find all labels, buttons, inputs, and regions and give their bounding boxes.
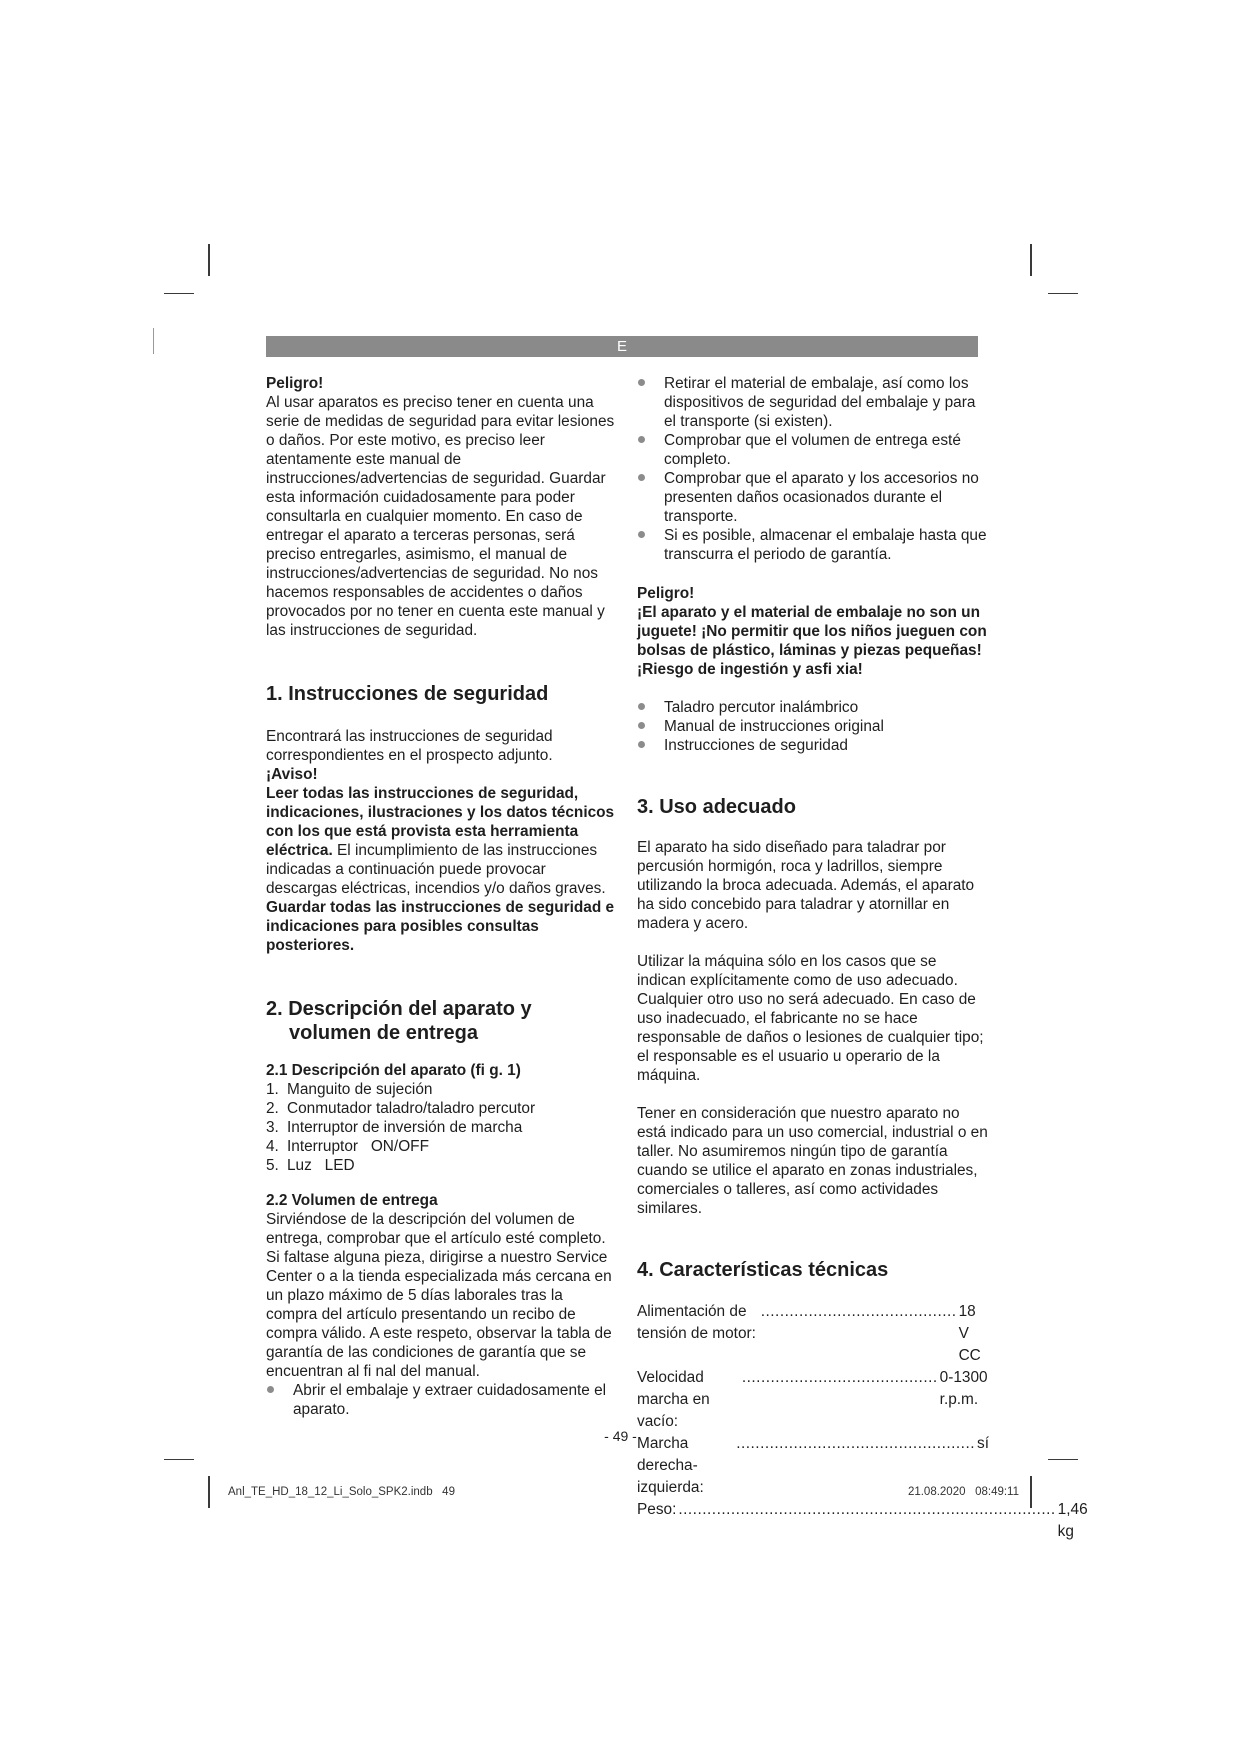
- parts-list: [266, 1080, 618, 1175]
- list-item: Taladro percutor inalámbrico: [637, 698, 989, 717]
- delivery-contents-list: [637, 698, 989, 755]
- language-label: E: [616, 338, 627, 355]
- list-item: Retirar el material de embalaje, así como los dispositivos de seguridad del embalaje y para el transporte (si existen).: [637, 374, 989, 431]
- warning-label: ¡Aviso!: [266, 766, 318, 783]
- section-3-paragraph-2: Utilizar la máquina sólo en los casos que se indican explícitamente como de uso adecuado. Cualquier otro uso no será adecuado. En caso de uso inadecuado, el fabricante no se hace responsable de daños o lesiones de cualquier tipo; el responsable es el usuario u operario de la máquina.: [637, 953, 984, 1084]
- section-2-title-line2: volumen de entrega: [289, 1022, 478, 1044]
- list-item: Comprobar que el aparato y los accesorios no presenten daños ocasionados durante el transporte.: [637, 469, 989, 526]
- section-1-title: 1. Instrucciones de seguridad: [266, 683, 549, 705]
- list-item: 2. Conmutador taladro/taladro percutor: [266, 1100, 536, 1117]
- section-2-title-line1: 2. Descripción del aparato y: [266, 998, 532, 1020]
- section-3-paragraph-3: Tener en consideración que nuestro aparato no está indicado para un uso comercial, industrial o en taller. No asumiremos ningún tipo de garantía cuando se utilice el aparato en zonas industriales, comerciales o talleres, así como actividades similares.: [637, 1105, 988, 1217]
- unpack-steps-list: [637, 374, 989, 564]
- crop-mark: [208, 1476, 210, 1508]
- warning-bold-text: Leer todas las instrucciones de seguridad, indicaciones, ilustraciones y los datos técnicos con los que está provista esta herramienta eléctrica.: [266, 785, 615, 859]
- footer-file-name: Anl_TE_HD_18_12_Li_Solo_SPK2.indb 49: [228, 1486, 455, 1498]
- list-item: Abrir el embalaje y extraer cuidadosamente el aparato.: [266, 1381, 618, 1419]
- spec-row: Alimentación de tensión de motor: ......................................... 18 V CC: [637, 1303, 981, 1364]
- warning-paragraph: [266, 784, 618, 898]
- crop-mark: [1048, 293, 1078, 294]
- section-1-text: Encontrará las instrucciones de seguridad correspondientes en el prospecto adjunto.: [266, 728, 553, 764]
- list-item: Manual de instrucciones original: [637, 717, 989, 736]
- section-2-2-text: Sirviéndose de la descripción del volumen de entrega, comprobar que el artículo esté completo. Si faltase alguna pieza, dirigirse a nuestro Service Center o a la tienda especializada más cercana en un plazo máximo de 5 días laborales tras la compra del artículo presentando un recibo de compra válido. A este respeto, observar la tabla de garantía de las condiciones de garantía que se encuentran al fi nal del manual.: [266, 1211, 612, 1380]
- section-3-paragraph-1: El aparato ha sido diseñado para taladrar por percusión hormigón, roca y ladrillos, siempre utilizando la broca adecuada. Además, el aparato ha sido concebido para taladrar y atornillar en madera y acero.: [637, 839, 975, 932]
- spec-row: Velocidad marcha en vacío: ......................................... 0-1300 r.p.m.: [637, 1369, 988, 1430]
- danger-label: Peligro!: [637, 585, 695, 602]
- list-item: Si es posible, almacenar el embalaje hasta que transcurra el periodo de garantía.: [637, 526, 989, 564]
- specs-table: [637, 1301, 1088, 1543]
- intro-heading: Peligro!: [266, 375, 324, 392]
- list-item: Comprobar que el volumen de entrega esté completo.: [637, 431, 989, 469]
- footer-timestamp: 21.08.2020 08:49:11: [907, 1486, 1019, 1498]
- section-4-title: 4. Características técnicas: [637, 1259, 889, 1281]
- language-band: [266, 336, 978, 357]
- list-item: 1. Manguito de sujeción: [266, 1081, 433, 1098]
- section-3-title: 3. Uso adecuado: [637, 796, 796, 818]
- crop-mark: [1048, 1459, 1078, 1460]
- crop-mark: [164, 293, 194, 294]
- list-item: Instrucciones de seguridad: [637, 736, 989, 755]
- section-2-2-title: 2.2 Volumen de entrega: [266, 1192, 438, 1209]
- crop-mark: [1030, 244, 1032, 276]
- list-item: 3. Interruptor de inversión de marcha: [266, 1119, 523, 1136]
- spec-row: Peso: ............................................................................... 1,46 kg: [637, 1501, 1088, 1540]
- section-2-title: [266, 997, 618, 1045]
- right-column: [637, 374, 1088, 1543]
- section-2-1-title: 2.1 Descripción del aparato (fi g. 1): [266, 1062, 521, 1079]
- crop-mark: [208, 244, 210, 276]
- list-item: 4. Interruptor ON/OFF: [266, 1138, 429, 1155]
- unpack-list: [266, 1381, 618, 1419]
- list-item: 5. Luz LED: [266, 1157, 355, 1174]
- danger-text: ¡El aparato y el material de embalaje no son un juguete! ¡No permitir que los niños jueguen con bolsas de plástico, láminas y piezas pequeñas! ¡Riesgo de ingestión y asfi xia!: [637, 604, 987, 678]
- warning-normal-text: El incumplimiento de las instrucciones indicadas a continuación puede provocar descargas eléctricas, incendios y/o daños graves.: [266, 842, 606, 897]
- left-column: [266, 374, 618, 1419]
- spec-row: Marcha derecha-izquierda: .................................................. sí: [637, 1435, 989, 1496]
- page-number: - 49 -: [604, 1428, 637, 1444]
- keep-instructions-text: Guardar todas las instrucciones de seguridad e indicaciones para posibles consultas posteriores.: [266, 899, 615, 954]
- crop-mark: [153, 328, 154, 354]
- intro-text: Al usar aparatos es preciso tener en cuenta una serie de medidas de seguridad para evitar lesiones o daños. Por este motivo, es preciso leer atentamente este manual de instrucciones/advertencias de seguridad. Guardar esta información cuidadosamente para poder consultarla en cualquier momento. En caso de entregar el aparato a terceras personas, será preciso entregarles, asimismo, el manual de instrucciones/advertencias de seguridad. No nos hacemos responsables de accidentes o daños provocados por no tener en cuenta este manual y las instrucciones de seguridad.: [266, 394, 615, 639]
- crop-mark: [164, 1459, 194, 1460]
